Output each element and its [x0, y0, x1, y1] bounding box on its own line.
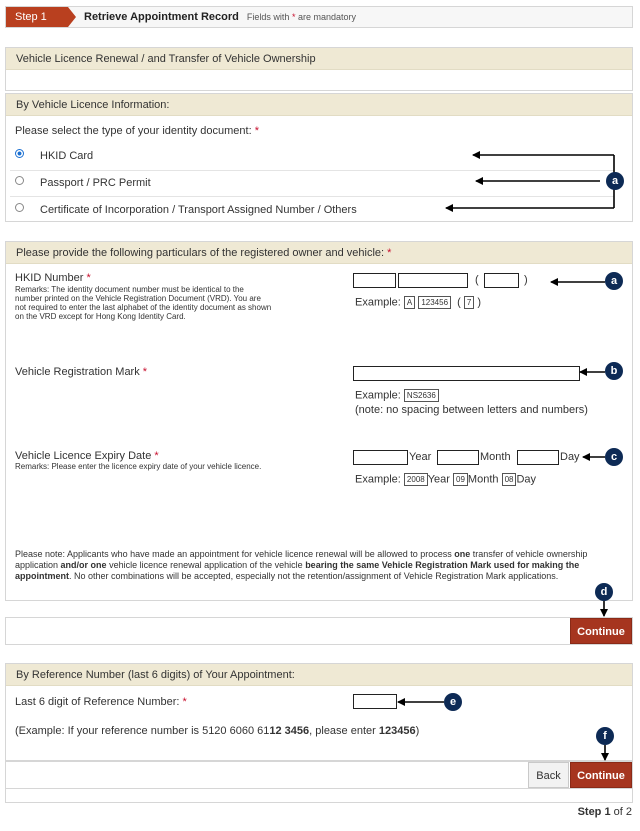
badge-a-1: a [606, 172, 624, 190]
badge-d: d [595, 583, 613, 601]
continue-button-2[interactable]: Continue [570, 762, 632, 788]
vrm-example: Example: NS2636 [355, 389, 439, 402]
expiry-example: Example: 2008 Year 09 Month 08 Day [355, 473, 537, 486]
reference-example: (Example: If your reference number is 5120 6060 6112 3456, please enter 123456) [15, 725, 420, 737]
hkid-example: Example: A 123456 ( 7 ) [355, 296, 482, 309]
main-title: Vehicle Licence Renewal / and Transfer of Vehicle Ownership [6, 48, 632, 70]
expiry-year-label: Year [409, 451, 432, 463]
mandatory-hint: Fields with * are mandatory [246, 12, 356, 22]
expiry-month-label: Month [480, 451, 511, 463]
badge-b: b [605, 362, 623, 380]
badge-e: e [444, 693, 462, 711]
hkid-label: HKID Number * [15, 272, 91, 284]
radio-passport-label: Passport / PRC Permit [40, 177, 151, 189]
id-type-question: Please select the type of your identity document: * [15, 125, 259, 137]
expiry-day-label: Day [560, 451, 580, 463]
back-button[interactable]: Back [528, 762, 569, 788]
step-label: Step 1 [15, 11, 47, 23]
radio-hkid-label: HKID Card [40, 150, 94, 162]
reference-label: Last 6 digit of Reference Number: * [15, 696, 187, 708]
vrm-label: Vehicle Registration Mark * [15, 366, 148, 378]
hkid-open-paren: ( [475, 274, 479, 286]
reference-header: By Reference Number (last 6 digits) of Your Appointment: [6, 664, 632, 686]
badge-f: f [596, 727, 614, 745]
vrm-note: (note: no spacing between letters and numbers) [355, 404, 588, 416]
step-footer: Step 1 of 2 [577, 806, 632, 818]
badge-a-2: a [605, 272, 623, 290]
particulars-header: Please provide the following particulars of the registered owner and vehicle: * [6, 242, 632, 264]
expiry-label: Vehicle Licence Expiry Date * [15, 450, 159, 462]
licence-section-header: By Vehicle Licence Information: [6, 94, 632, 116]
expiry-remarks: Remarks: Please enter the licence expiry date of your vehicle licence. [15, 462, 262, 471]
hkid-close-paren: ) [524, 274, 528, 286]
badge-c: c [605, 448, 623, 466]
continue-button-1[interactable]: Continue [570, 618, 632, 644]
hkid-remarks: Remarks: The identity document number must be identical to the number printed on the Vehicle Registration Document (VRD). You are not required to enter the last alphabet of the identity document as shown on the VRD except for Hong Kong Identity Card. [15, 285, 272, 321]
radio-certificate-label: Certificate of Incorporation / Transport Assigned Number / Others [40, 204, 357, 216]
step-title: Retrieve Appointment Record [84, 11, 239, 23]
combination-note: Please note: Applicants who have made an appointment for vehicle licence renewal will be allowed to process one transfer of vehicle ownership application and/or one vehicle licence renewal application of the vehicle bearing the same Vehicle Registration Mark used for making the appointment. No other combinations will be accepted, especially not the retention/assignment of Vehicle Registration Mark applications. [15, 549, 588, 581]
